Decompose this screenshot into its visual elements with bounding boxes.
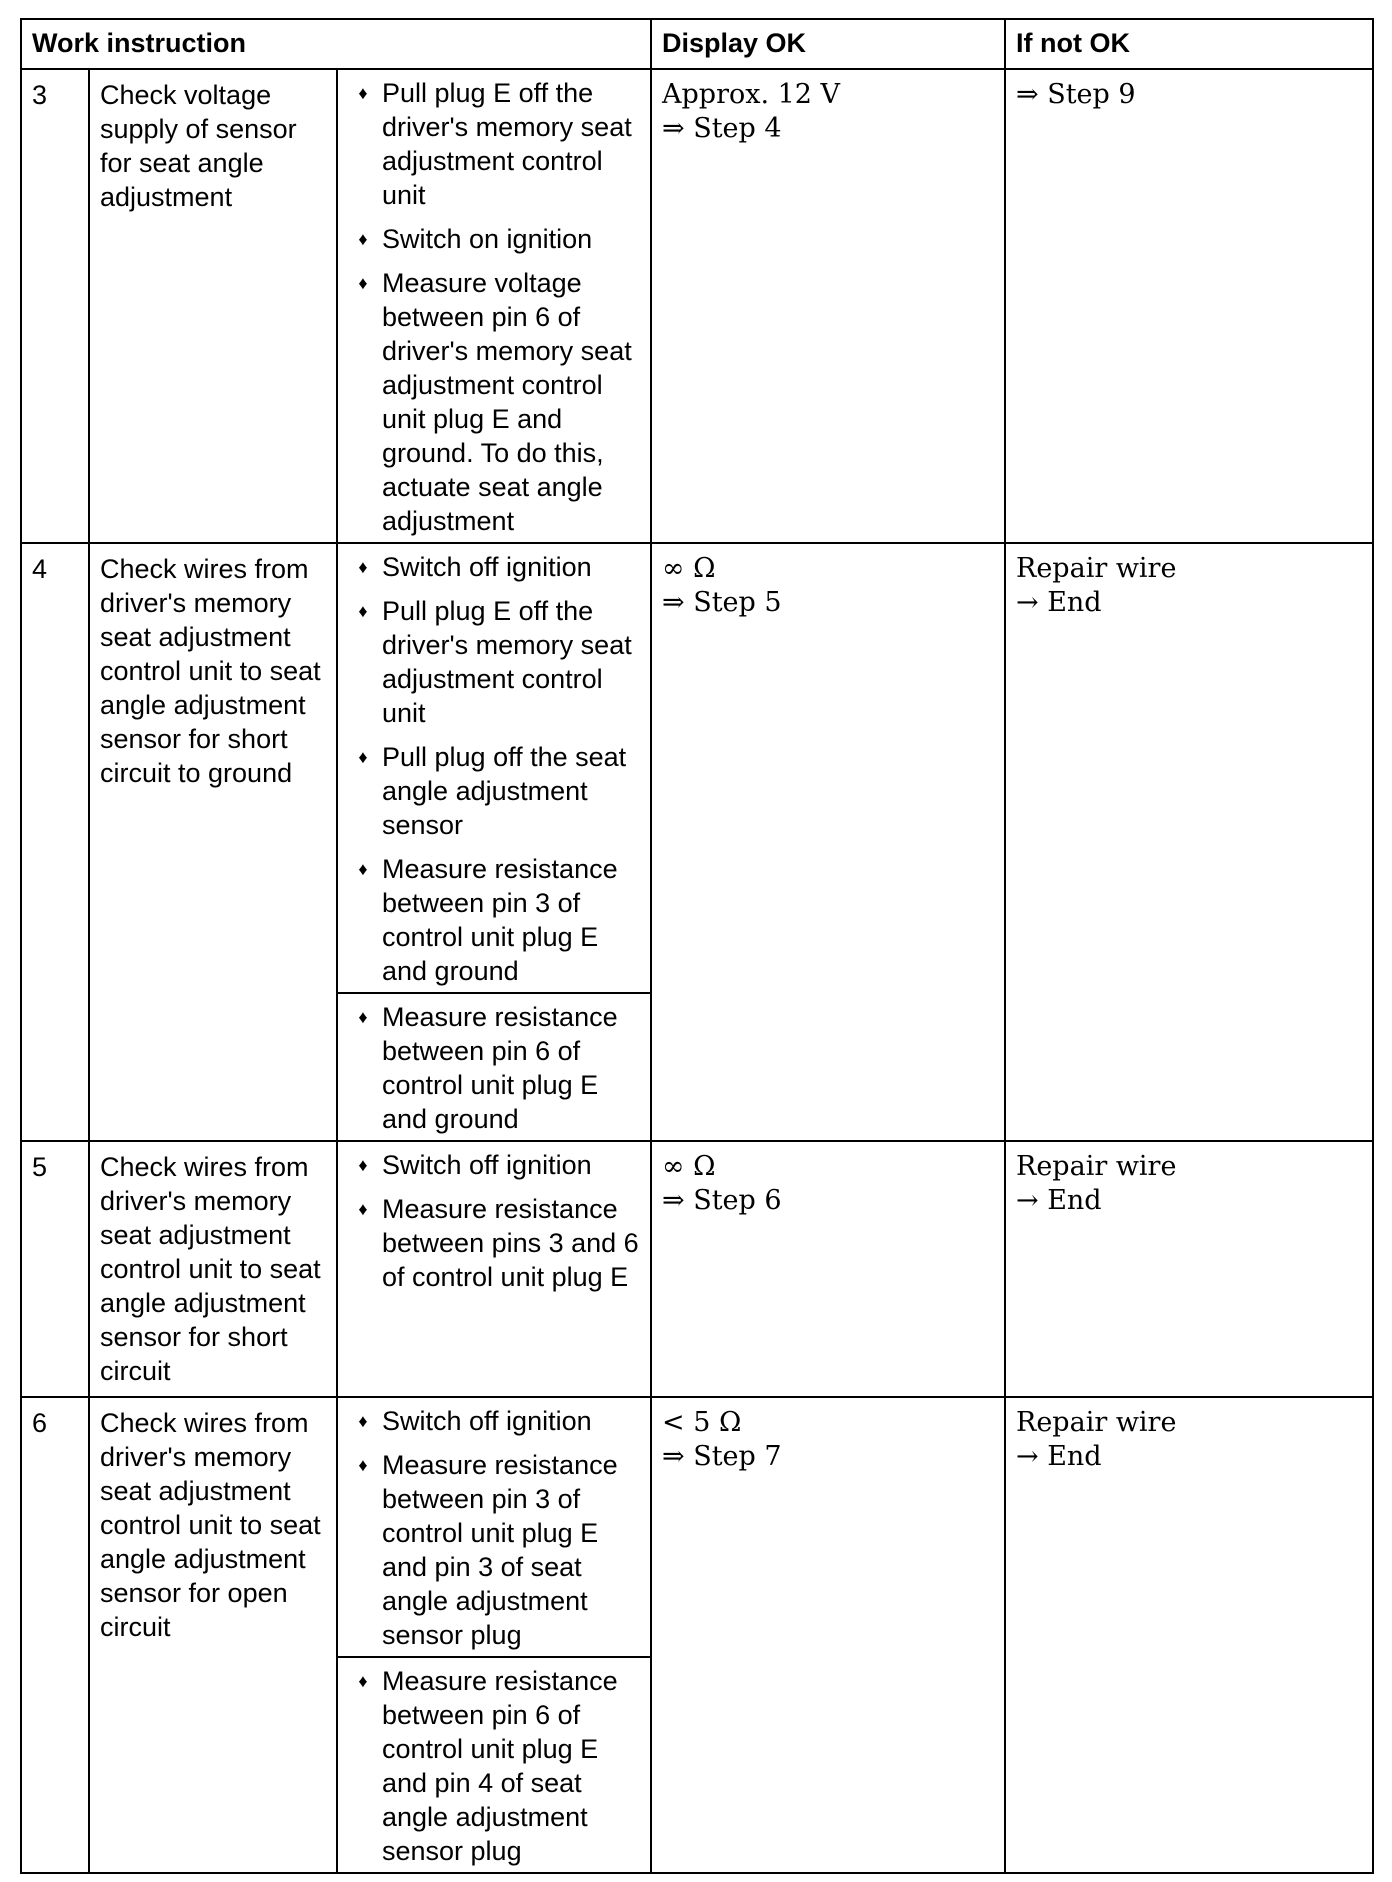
ok-next-step: ⇒ Step 4 (662, 113, 782, 144)
not-ok-value: Repair wire (1016, 553, 1177, 584)
step-description: Check wires from driver's memory seat adjustment control unit to seat angle adjustment sensor for short circuit to ground (89, 543, 337, 1141)
action-cell (337, 543, 651, 1141)
table-row (21, 69, 1373, 543)
not-ok-action: → End (1016, 587, 1102, 618)
not-ok-action: → End (1016, 1441, 1102, 1472)
action-item (344, 550, 644, 584)
action-text: Switch off ignition (382, 1150, 592, 1180)
not-ok-cell (1005, 1397, 1373, 1873)
ok-next-step: ⇒ Step 5 (662, 587, 782, 618)
action-item (344, 1192, 644, 1294)
bullet-icon: ♦ (358, 1199, 368, 1219)
action-text: Measure resistance between pin 6 of control unit plug E and pin 4 of seat angle adjustment sensor plug (382, 1666, 618, 1866)
display-ok-cell (651, 69, 1005, 543)
action-item (344, 1448, 644, 1652)
display-ok-cell (651, 1141, 1005, 1397)
action-text: Switch on ignition (382, 224, 593, 254)
bullet-icon: ♦ (358, 557, 368, 577)
action-item (344, 1664, 644, 1868)
action-group (338, 544, 650, 992)
not-ok-value: ⇒ Step 9 (1016, 79, 1136, 110)
bullet-icon: ♦ (358, 273, 368, 293)
not-ok-value: Repair wire (1016, 1407, 1177, 1438)
action-item (344, 1000, 644, 1136)
action-text: Switch off ignition (382, 1406, 592, 1436)
action-item (344, 740, 644, 842)
header-display-ok: Display OK (651, 19, 1005, 69)
ok-value: ∞ Ω (662, 553, 716, 584)
bullet-icon: ♦ (358, 859, 368, 879)
action-text: Pull plug off the seat angle adjustment sensor (382, 742, 627, 840)
display-ok-cell (651, 543, 1005, 1141)
bullet-icon: ♦ (358, 1671, 368, 1691)
action-group (338, 992, 650, 1140)
bullet-icon: ♦ (358, 229, 368, 249)
action-group (338, 1142, 650, 1298)
action-cell (337, 1141, 651, 1397)
step-number: 6 (21, 1397, 89, 1873)
not-ok-cell (1005, 1141, 1373, 1397)
action-item (344, 1404, 644, 1438)
not-ok-action: → End (1016, 1185, 1102, 1216)
step-description: Check voltage supply of sensor for seat angle adjustment (89, 69, 337, 543)
bullet-icon: ♦ (358, 747, 368, 767)
step-number: 5 (21, 1141, 89, 1397)
action-item (344, 222, 644, 256)
table-body (21, 69, 1373, 1873)
bullet-icon: ♦ (358, 1411, 368, 1431)
not-ok-cell (1005, 69, 1373, 543)
action-text: Measure resistance between pin 3 of control unit plug E and ground (382, 854, 618, 986)
ok-value: < 5 Ω (662, 1407, 742, 1438)
action-text: Measure resistance between pin 3 of control unit plug E and pin 3 of seat angle adjustment sensor plug (382, 1450, 618, 1650)
action-text: Measure resistance between pins 3 and 6 of control unit plug E (382, 1194, 639, 1292)
action-item (344, 266, 644, 538)
action-item (344, 76, 644, 212)
step-number: 3 (21, 69, 89, 543)
action-group (338, 1656, 650, 1872)
bullet-icon: ♦ (358, 601, 368, 621)
action-text: Measure voltage between pin 6 of driver's memory seat adjustment control unit plug E and ground. To do this, actuate seat angle adjustment (382, 268, 632, 536)
header-row (21, 19, 1373, 69)
action-cell (337, 1397, 651, 1873)
display-ok-cell (651, 1397, 1005, 1873)
action-cell (337, 69, 651, 543)
action-text: Switch off ignition (382, 552, 592, 582)
ok-next-step: ⇒ Step 7 (662, 1441, 782, 1472)
ok-value: ∞ Ω (662, 1151, 716, 1182)
ok-value: Approx. 12 V (662, 79, 841, 110)
not-ok-cell (1005, 543, 1373, 1141)
action-text: Pull plug E off the driver's memory seat adjustment control unit (382, 596, 632, 728)
table-row (21, 543, 1373, 1141)
action-item (344, 852, 644, 988)
action-text: Pull plug E off the driver's memory seat adjustment control unit (382, 78, 632, 210)
header-work-instruction: Work instruction (21, 19, 651, 69)
action-item (344, 1148, 644, 1182)
table-row (21, 1397, 1373, 1873)
bullet-icon: ♦ (358, 1155, 368, 1175)
action-item (344, 594, 644, 730)
ok-next-step: ⇒ Step 6 (662, 1185, 782, 1216)
step-description: Check wires from driver's memory seat adjustment control unit to seat angle adjustment sensor for short circuit (89, 1141, 337, 1397)
step-number: 4 (21, 543, 89, 1141)
header-if-not-ok: If not OK (1005, 19, 1373, 69)
action-text: Measure resistance between pin 6 of control unit plug E and ground (382, 1002, 618, 1134)
bullet-icon: ♦ (358, 1007, 368, 1027)
not-ok-value: Repair wire (1016, 1151, 1177, 1182)
bullet-icon: ♦ (358, 83, 368, 103)
action-group (338, 1398, 650, 1656)
step-description: Check wires from driver's memory seat adjustment control unit to seat angle adjustment sensor for open circuit (89, 1397, 337, 1873)
table-row (21, 1141, 1373, 1397)
action-group (338, 70, 650, 542)
bullet-icon: ♦ (358, 1455, 368, 1475)
work-instruction-table (20, 18, 1374, 1874)
